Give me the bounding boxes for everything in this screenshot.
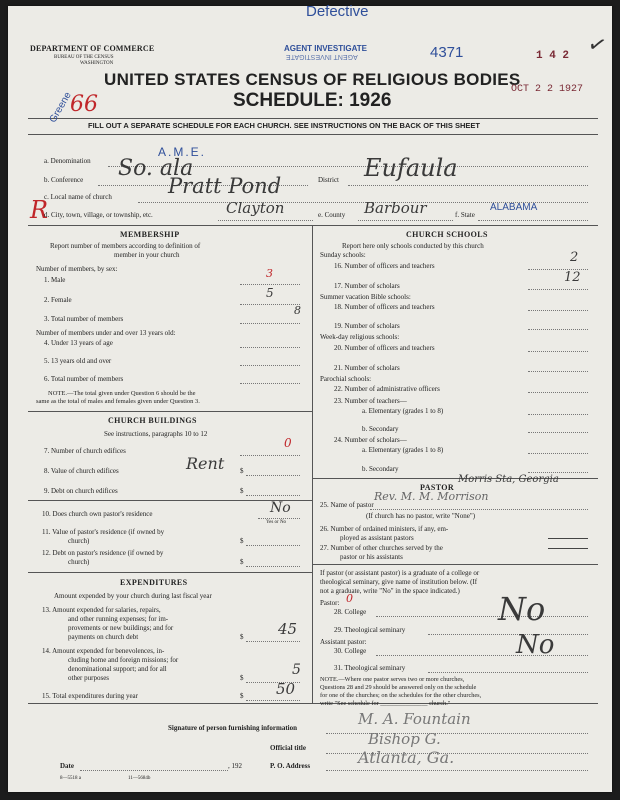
q24a-rule	[528, 453, 588, 454]
q17-label: 17. Number of scholars	[334, 282, 400, 290]
pastor-location-note: Morris Sta, Georgia	[458, 474, 559, 485]
census-schedule-sheet	[8, 3, 612, 792]
expenditures-heading: EXPENDITURES	[120, 578, 188, 587]
pastor-label: Pastor:	[320, 599, 340, 607]
q14-value: 5	[292, 662, 301, 678]
agent-investigate-stamp-inverted: AGENT INVESTIGATE	[286, 53, 358, 60]
signature-rule	[326, 733, 588, 734]
pastor-heading: PASTOR	[420, 483, 455, 492]
q30-value: No	[516, 630, 555, 660]
q13-label-4: payments on church debt	[68, 633, 139, 641]
q26-label: 26. Number of ordained ministers, if any, em-	[320, 525, 449, 533]
q30-label: 30. College	[334, 647, 367, 655]
q17-value: 12	[564, 270, 581, 285]
official-title-label: Official title	[270, 744, 306, 752]
q31-rule	[428, 672, 588, 673]
weekday-label: Week-day religious schools:	[320, 333, 400, 341]
q22-rule	[528, 392, 588, 393]
q16-label: 16. Number of officers and teachers	[334, 262, 435, 270]
q7-rule	[240, 455, 300, 456]
q7-value: 0	[284, 436, 292, 450]
q24b-rule	[528, 472, 588, 473]
q23-label: 23. Number of teachers—	[334, 397, 407, 405]
q9-label: 9. Debt on church edifices	[44, 487, 118, 495]
pastor-note: NOTE.—Where one pastor serves two or more churches,	[320, 676, 465, 683]
q20-label: 20. Number of officers and teachers	[334, 344, 435, 352]
city-label: d. City, town, village, or township, etc.	[44, 211, 153, 219]
q11-rule	[246, 545, 300, 546]
q8-rule	[246, 475, 300, 476]
q27-label: 27. Number of other churches served by the	[320, 544, 443, 552]
q3-rule	[240, 323, 300, 324]
q6-rule	[240, 383, 300, 384]
q17-rule	[528, 289, 588, 290]
q27-label-2: pastor or his assistants	[340, 553, 403, 561]
q10-value: No	[270, 500, 291, 516]
q2-rule	[240, 304, 300, 305]
q4-label: 4. Under 13 years of age	[44, 339, 113, 347]
q13-label-3: provements or new buildings; and for	[68, 624, 174, 632]
yes-no-caption: Yes or No	[266, 520, 287, 525]
q24-label: 24. Number of scholars—	[334, 436, 407, 444]
q14-label-3: denominational support; and for all	[68, 665, 167, 673]
q16-value: 2	[570, 250, 579, 265]
city-rule	[218, 220, 313, 221]
q15-dollar: $	[240, 692, 244, 700]
q21-rule	[528, 371, 588, 372]
q29-value: No	[498, 590, 546, 628]
date-year: , 192	[228, 762, 242, 770]
q7-label: 7. Number of church edifices	[44, 447, 126, 455]
age-label: Number of members under and over 13 years old:	[36, 329, 176, 337]
q1-label: 1. Male	[44, 276, 66, 284]
conference-label: b. Conference	[44, 176, 84, 184]
q23b-label: b. Secondary	[362, 425, 399, 433]
by-sex-label: Number of members, by sex:	[36, 265, 118, 273]
red-number-mark: 66	[70, 92, 98, 117]
q9-rule	[246, 495, 300, 496]
q23a-label: a. Elementary (grades 1 to 8)	[362, 407, 444, 415]
department-name: DEPARTMENT OF COMMERCE	[30, 44, 155, 53]
denomination-label: a. Denomination	[44, 157, 91, 165]
divider	[28, 118, 598, 119]
q12-rule	[246, 566, 300, 567]
buildings-heading: CHURCH BUILDINGS	[108, 416, 197, 425]
q12-label-2: church)	[68, 558, 90, 566]
q12-label: 12. Debt on pastor's residence (if owned by	[42, 549, 164, 557]
q29-label: 29. Theological seminary	[334, 626, 406, 634]
instruction-line: FILL OUT A SEPARATE SCHEDULE FOR EACH CHURCH. SEE INSTRUCTIONS ON THE BACK OF THIS SHEET	[88, 121, 480, 130]
official-title-value: Bishop G.	[368, 730, 441, 748]
parochial-label: Parochial schools:	[320, 375, 372, 383]
district-value: Eufaula	[364, 154, 458, 182]
divider	[28, 134, 598, 135]
signature-label: Signature of person furnishing information	[168, 724, 297, 732]
section-divider	[28, 572, 312, 573]
q14-label: 14. Amount expended for benevolences, in-	[42, 647, 165, 655]
q13-rule	[246, 641, 300, 642]
q14-label-4: other purposes	[68, 674, 110, 682]
pastor-mark: 0	[346, 592, 353, 605]
q11-label-2: church)	[68, 537, 90, 545]
sunday-label: Sunday schools:	[320, 251, 366, 259]
form-code: 8—5518 a	[60, 776, 81, 781]
q11-dollar: $	[240, 537, 244, 545]
q25-rule	[370, 509, 588, 510]
date-label: Date	[60, 762, 74, 770]
q5-rule	[240, 365, 300, 366]
church-name-label: c. Local name of church	[44, 193, 112, 201]
q24b-label: b. Secondary	[362, 465, 399, 473]
po-address-rule	[326, 770, 588, 771]
state-label: f. State	[455, 211, 475, 219]
q1-value: 3	[266, 267, 273, 280]
q5-label: 5. 13 years old and over	[44, 357, 112, 365]
date-received-stamp: OCT 2 2 1927	[511, 84, 584, 95]
pastor-note-2: Questions 28 and 29 should be answered only on the schedule	[320, 684, 477, 691]
graduate-instruction-2: theological seminary, give name of institution below. (If	[320, 578, 478, 586]
q10-label: 10. Does church own pastor's residence	[42, 510, 153, 518]
q8-label: 8. Value of church edifices	[44, 467, 119, 475]
bureau-name: BUREAU OF THE CENSUS	[54, 55, 114, 60]
district-label: District	[318, 176, 339, 184]
q14-dollar: $	[240, 674, 244, 682]
q24a-label: a. Elementary (grades 1 to 8)	[362, 446, 444, 454]
buildings-subheading: See instructions, paragraphs 10 to 12	[104, 430, 208, 438]
conference-value: So. ala	[118, 156, 194, 181]
q19-label: 19. Number of scholars	[334, 322, 400, 330]
q8-value: Rent	[186, 454, 225, 473]
agent-investigate-stamp: AGENT INVESTIGATE	[284, 44, 367, 53]
check-mark: ✓	[585, 30, 610, 59]
q25-note: (If church has no pastor, write "None")	[366, 512, 476, 520]
table-bottom	[28, 703, 598, 704]
table-top	[28, 225, 598, 226]
schedule-number-stamp: 4371	[430, 44, 464, 61]
q23b-rule	[528, 432, 588, 433]
q13-dollar: $	[240, 633, 244, 641]
form-title: UNITED STATES CENSUS OF RELIGIOUS BODIES	[104, 70, 521, 89]
q13-value: 45	[278, 620, 298, 638]
pastor-note-4: write "See schedule for _______________ church."	[320, 700, 451, 707]
q15-rule	[246, 700, 300, 701]
q2-label: 2. Female	[44, 296, 72, 304]
greene-stamp: Greene	[47, 90, 74, 125]
q18-label: 18. Number of officers and teachers	[334, 303, 435, 311]
q18-rule	[528, 310, 588, 311]
q26-dash	[548, 538, 588, 539]
membership-note-2: same as the total of males and females given under Question 3.	[36, 398, 200, 405]
county-label: e. County	[318, 211, 346, 219]
q3-label: 3. Total number of members	[44, 315, 124, 323]
q13-label: 13. Amount expended for salaries, repairs,	[42, 606, 161, 614]
form-code-2: 11—5684b	[128, 776, 151, 781]
q28-rule	[376, 616, 588, 617]
schools-subheading: Report here only schools conducted by this church	[342, 242, 484, 250]
q4-rule	[240, 347, 300, 348]
q10-rule	[258, 518, 300, 519]
pastor-note-3: for one of the churches; on the schedules for the other churches,	[320, 692, 482, 699]
q25-label: 25. Name of pastor	[320, 501, 374, 509]
q1-rule	[240, 284, 300, 285]
q29-rule	[428, 634, 588, 635]
city-value: Clayton	[226, 199, 285, 217]
membership-intro: Report number of members according to definition of	[50, 242, 201, 250]
asst-pastor-label: Assistant pastor:	[320, 638, 367, 646]
po-address-value: Atlanta, Ga.	[358, 748, 455, 767]
section-divider	[28, 411, 312, 412]
po-address-label: P. O. Address	[270, 762, 311, 770]
q12-dollar: $	[240, 558, 244, 566]
q28-label: 28. College	[334, 608, 367, 616]
state-value: ALABAMA	[490, 202, 538, 213]
q13-label-2: and other running expenses; for im-	[68, 615, 169, 623]
schools-heading: CHURCH SCHOOLS	[406, 230, 488, 239]
q2-value: 5	[266, 286, 274, 300]
membership-note: NOTE.—The total given under Question 6 should be the	[48, 390, 196, 397]
q3-value: 8	[294, 304, 301, 317]
expenditures-subheading: Amount expended by your church during last fiscal year	[54, 592, 212, 600]
column-divider	[312, 225, 313, 703]
q30-rule	[376, 655, 588, 656]
signature-value: M. A. Fountain	[358, 710, 471, 728]
county-value: Barbour	[364, 199, 427, 217]
state-rule	[478, 220, 588, 221]
q25-value: Rev. M. M. Morrison	[374, 490, 489, 503]
denomination-value: A.M.E.	[158, 145, 207, 159]
q9-dollar: $	[240, 487, 244, 495]
schedule-title: SCHEDULE: 1926	[233, 90, 392, 111]
q26-label-2: ployed as assistant pastors	[340, 534, 414, 542]
district-rule	[348, 185, 588, 186]
membership-intro-2: member in your church	[114, 251, 180, 259]
q8-dollar: $	[240, 467, 244, 475]
q23a-rule	[528, 414, 588, 415]
graduate-instruction: If pastor (or assistant pastor) is a graduate of a college or	[320, 569, 480, 577]
q15-label: 15. Total expenditures during year	[42, 692, 138, 700]
q22-label: 22. Number of administrative officers	[334, 385, 440, 393]
q31-label: 31. Theological seminary	[334, 664, 406, 672]
q19-rule	[528, 329, 588, 330]
q14-label-2: cluding home and foreign missions; for	[68, 656, 179, 664]
summer-label: Summer vacation Bible schools:	[320, 293, 411, 301]
q11-label: 11. Value of pastor's residence (if owned by	[42, 528, 165, 536]
bureau-city: WASHINGTON	[80, 61, 114, 66]
section-divider	[312, 564, 598, 565]
date-rule	[80, 770, 228, 771]
q15-value: 50	[276, 680, 296, 698]
membership-heading: MEMBERSHIP	[120, 230, 180, 239]
church-name-value: Pratt Pond	[168, 174, 282, 198]
q27-dash	[548, 548, 588, 549]
defective-stamp: Defective	[306, 3, 369, 20]
county-rule	[358, 220, 453, 221]
q21-label: 21. Number of scholars	[334, 364, 400, 372]
q6-label: 6. Total number of members	[44, 375, 124, 383]
red-r-mark: R	[30, 196, 49, 224]
page-number-stamp: 1 4 2	[536, 50, 570, 62]
graduate-instruction-3: not a graduate, write "No" in the space indicated.)	[320, 587, 460, 595]
q20-rule	[528, 351, 588, 352]
